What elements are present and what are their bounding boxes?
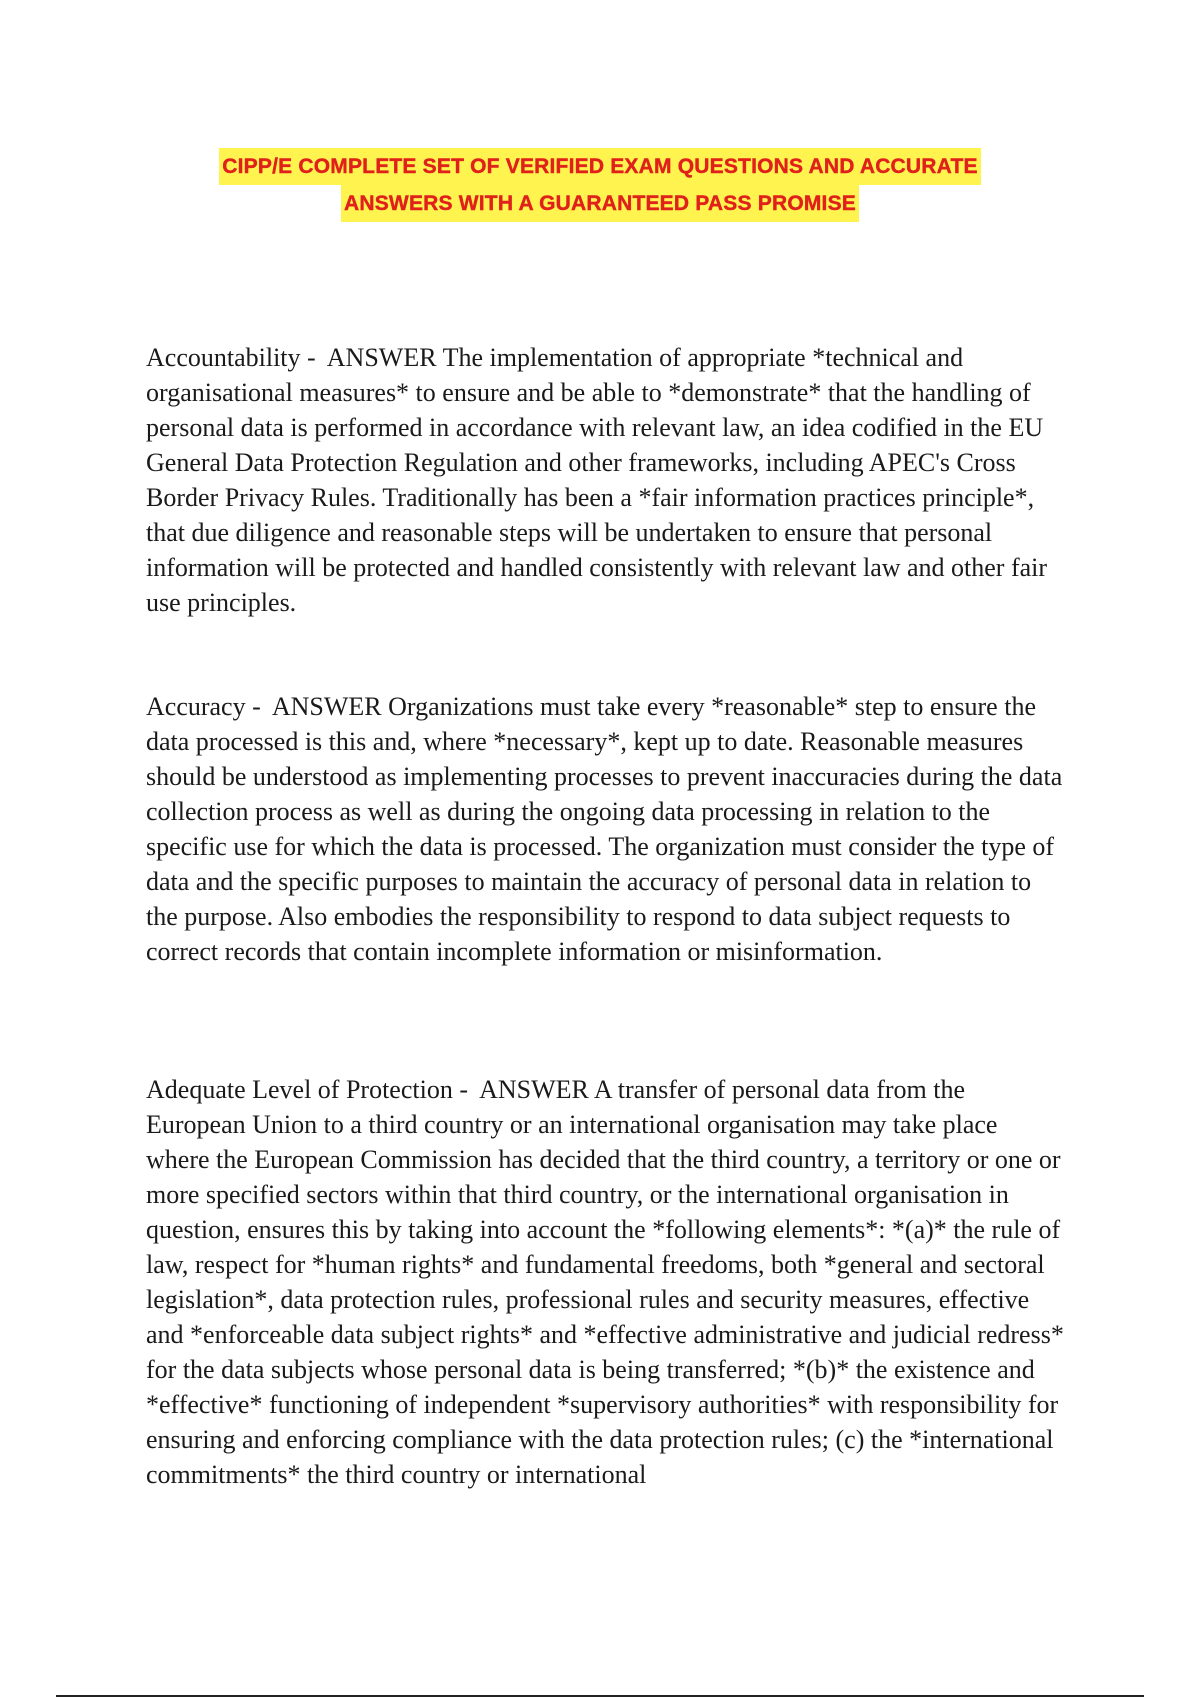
footer-divider	[56, 1695, 1144, 1697]
entry-accuracy	[146, 689, 1064, 969]
entry-term: Accountability -	[146, 343, 316, 372]
document-title	[0, 148, 1200, 222]
entry-answer: ANSWER The implementation of appropriate *technical and organisational measures* to ensure and be able to *demonstrate* that the handling of personal data is performed in accordance with relevant law, an idea codified in the EU General Data Protection Regulation and other frameworks, including APEC's Cross Border Privacy Rules. Traditionally has been a *fair information practices principle*, that due diligence and reasonable steps will be undertaken to ensure that personal information will be protected and handled consistently with relevant law and other fair use principles.	[146, 343, 1048, 617]
title-line-2: ANSWERS WITH A GUARANTEED PASS PROMISE	[341, 185, 859, 222]
entry-answer: ANSWER A transfer of personal data from the European Union to a third country or an international organisation may take place where the European Commission has decided that the third country, a territory or one or more specified sectors within that third country, or the international organisation in question, ensures this by taking into account the *following elements*: *(a)* the rule of law, respect for *human rights* and fundamental freedoms, both *general and sectoral legislation*, data protection rules, professional rules and security measures, effective and *enforceable data subject rights* and *effective administrative and judicial redress* for the data subjects whose personal data is being transferred; *(b)* the existence and *effective* functioning of independent *supervisory authorities* with responsibility for ensuring and enforcing compliance with the data protection rules; (c) the *international commitments* the third country or international	[146, 1075, 1064, 1489]
entry-term: Adequate Level of Protection -	[146, 1075, 468, 1104]
entry-answer: ANSWER Organizations must take every *reasonable* step to ensure the data processed is this and, where *necessary*, kept up to date. Reasonable measures should be understood as implementing processes to prevent inaccuracies during the data collection process as well as during the ongoing data processing in relation to the specific use for which the data is processed. The organization must consider the type of data and the specific purposes to maintain the accuracy of personal data in relation to the purpose. Also embodies the responsibility to respond to data subject requests to correct records that contain incomplete information or misinformation.	[146, 692, 1063, 966]
entry-accountability	[146, 340, 1064, 620]
title-line-1: CIPP/E COMPLETE SET OF VERIFIED EXAM QUESTIONS AND ACCURATE	[219, 148, 980, 185]
entry-term: Accuracy -	[146, 692, 261, 721]
entry-adequate-level-of-protection	[146, 1072, 1064, 1492]
